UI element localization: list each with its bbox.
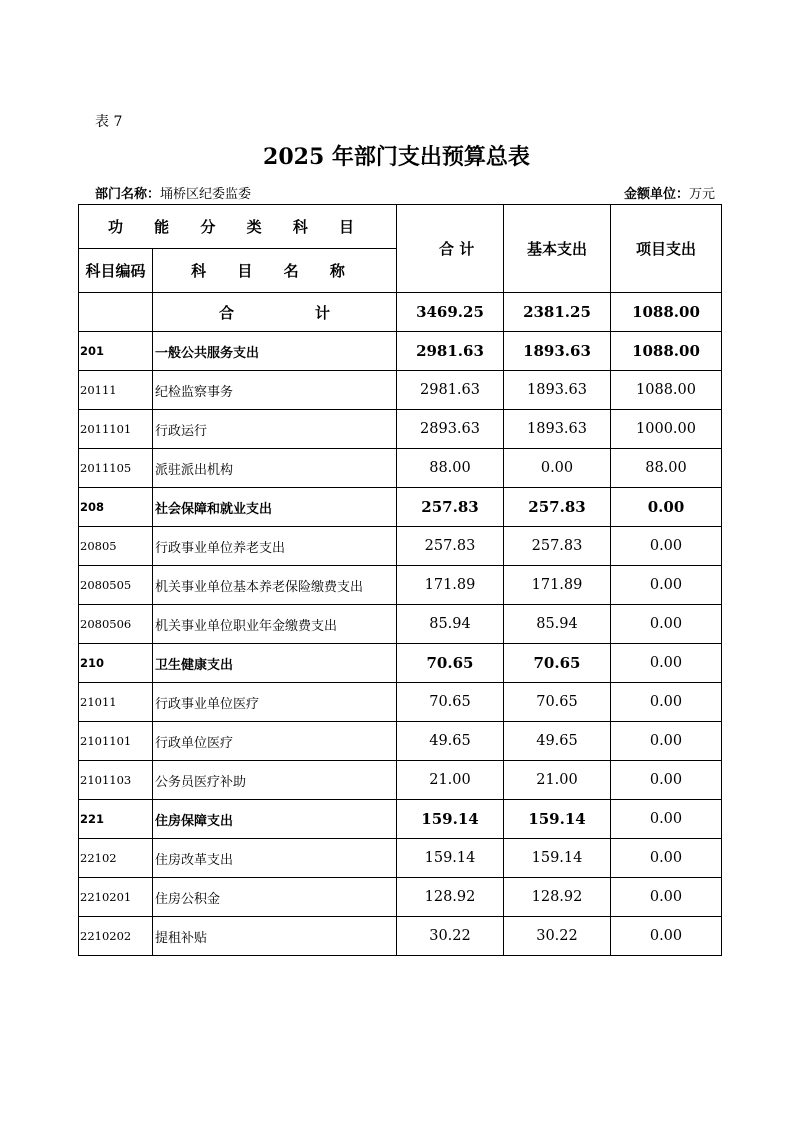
row-code: 2210201 (79, 878, 153, 917)
table-number: 表 7 (95, 114, 123, 130)
total-code-cell (79, 293, 153, 332)
row-name: 一般公共服务支出 (153, 332, 397, 371)
department-name: 埇桥区纪委监委 (160, 187, 252, 202)
row-basic: 30.22 (504, 917, 611, 956)
row-basic: 1893.63 (504, 332, 611, 371)
header-name: 科 目 名 称 (153, 249, 397, 293)
row-basic: 70.65 (504, 644, 611, 683)
row-project: 0.00 (611, 878, 722, 917)
table-row (79, 917, 722, 956)
department-info (95, 183, 251, 202)
row-name: 机关事业单位基本养老保险缴费支出 (153, 566, 397, 605)
table-row (79, 800, 722, 839)
row-total: 30.22 (397, 917, 504, 956)
header-category: 功 能 分 类 科 目 (79, 205, 397, 249)
row-name: 机关事业单位职业年金缴费支出 (153, 605, 397, 644)
row-name: 纪检监察事务 (153, 371, 397, 410)
row-name: 行政单位医疗 (153, 722, 397, 761)
row-project: 1088.00 (611, 371, 722, 410)
row-basic: 257.83 (504, 527, 611, 566)
row-total: 171.89 (397, 566, 504, 605)
table-row (79, 644, 722, 683)
row-basic: 128.92 (504, 878, 611, 917)
row-code: 221 (79, 800, 153, 839)
row-total: 85.94 (397, 605, 504, 644)
row-code: 2080506 (79, 605, 153, 644)
table-row (79, 839, 722, 878)
row-basic: 85.94 (504, 605, 611, 644)
row-total: 159.14 (397, 800, 504, 839)
row-code: 210 (79, 644, 153, 683)
row-name: 住房改革支出 (153, 839, 397, 878)
table-row (79, 878, 722, 917)
table-row (79, 722, 722, 761)
row-project: 1088.00 (611, 332, 722, 371)
unit-info (624, 183, 715, 202)
row-code: 22102 (79, 839, 153, 878)
row-name: 卫生健康支出 (153, 644, 397, 683)
row-code: 2210202 (79, 917, 153, 956)
row-total: 257.83 (397, 527, 504, 566)
row-name: 社会保障和就业支出 (153, 488, 397, 527)
row-total: 159.14 (397, 839, 504, 878)
row-project: 0.00 (611, 722, 722, 761)
row-code: 2011101 (79, 410, 153, 449)
row-name: 行政事业单位医疗 (153, 683, 397, 722)
header-total: 合 计 (397, 205, 504, 293)
table-row (79, 371, 722, 410)
row-name: 提租补贴 (153, 917, 397, 956)
row-code: 2101103 (79, 761, 153, 800)
row-name: 派驻派出机构 (153, 449, 397, 488)
row-basic: 257.83 (504, 488, 611, 527)
header-code: 科目编码 (79, 249, 153, 293)
row-project: 0.00 (611, 761, 722, 800)
row-basic: 0.00 (504, 449, 611, 488)
row-basic: 1893.63 (504, 371, 611, 410)
header-row-1 (79, 205, 722, 249)
row-name: 住房公积金 (153, 878, 397, 917)
table-row (79, 527, 722, 566)
row-basic: 49.65 (504, 722, 611, 761)
row-project: 1000.00 (611, 410, 722, 449)
total-row (79, 293, 722, 332)
row-name: 公务员医疗补助 (153, 761, 397, 800)
table-row (79, 605, 722, 644)
table-row (79, 566, 722, 605)
row-total: 70.65 (397, 683, 504, 722)
header-project: 项目支出 (611, 205, 722, 293)
row-total: 88.00 (397, 449, 504, 488)
table-row (79, 683, 722, 722)
row-project: 0.00 (611, 917, 722, 956)
row-total: 257.83 (397, 488, 504, 527)
row-total: 2893.63 (397, 410, 504, 449)
row-basic: 21.00 (504, 761, 611, 800)
row-code: 21011 (79, 683, 153, 722)
row-code: 2101101 (79, 722, 153, 761)
unit-label: 金额单位： (623, 187, 689, 202)
table-row (79, 488, 722, 527)
row-basic: 159.14 (504, 839, 611, 878)
row-total: 2981.63 (397, 371, 504, 410)
row-name: 行政事业单位养老支出 (153, 527, 397, 566)
row-project: 0.00 (611, 488, 722, 527)
row-total: 49.65 (397, 722, 504, 761)
unit-value: 万元 (688, 187, 715, 202)
page-title: 2025 年部门支出预算总表 (263, 144, 530, 170)
table-row (79, 410, 722, 449)
row-total: 70.65 (397, 644, 504, 683)
row-basic: 70.65 (504, 683, 611, 722)
row-project: 0.00 (611, 605, 722, 644)
row-project: 0.00 (611, 839, 722, 878)
row-project: 88.00 (611, 449, 722, 488)
row-basic: 1893.63 (504, 410, 611, 449)
table-row (79, 332, 722, 371)
total-label: 合 计 (153, 293, 397, 332)
row-code: 201 (79, 332, 153, 371)
row-code: 208 (79, 488, 153, 527)
row-basic: 159.14 (504, 800, 611, 839)
row-name: 住房保障支出 (153, 800, 397, 839)
table-row (79, 449, 722, 488)
department-label: 部门名称： (95, 187, 161, 202)
row-total: 21.00 (397, 761, 504, 800)
row-project: 0.00 (611, 527, 722, 566)
row-project: 0.00 (611, 683, 722, 722)
row-code: 20111 (79, 371, 153, 410)
row-project: 0.00 (611, 644, 722, 683)
row-total: 2981.63 (397, 332, 504, 371)
header-basic: 基本支出 (504, 205, 611, 293)
total-total: 3469.25 (397, 293, 504, 332)
row-basic: 171.89 (504, 566, 611, 605)
row-code: 2080505 (79, 566, 153, 605)
row-code: 2011105 (79, 449, 153, 488)
budget-table (78, 204, 722, 956)
total-project: 1088.00 (611, 293, 722, 332)
row-project: 0.00 (611, 800, 722, 839)
row-total: 128.92 (397, 878, 504, 917)
row-name: 行政运行 (153, 410, 397, 449)
row-project: 0.00 (611, 566, 722, 605)
row-code: 20805 (79, 527, 153, 566)
table-row (79, 761, 722, 800)
total-basic: 2381.25 (504, 293, 611, 332)
